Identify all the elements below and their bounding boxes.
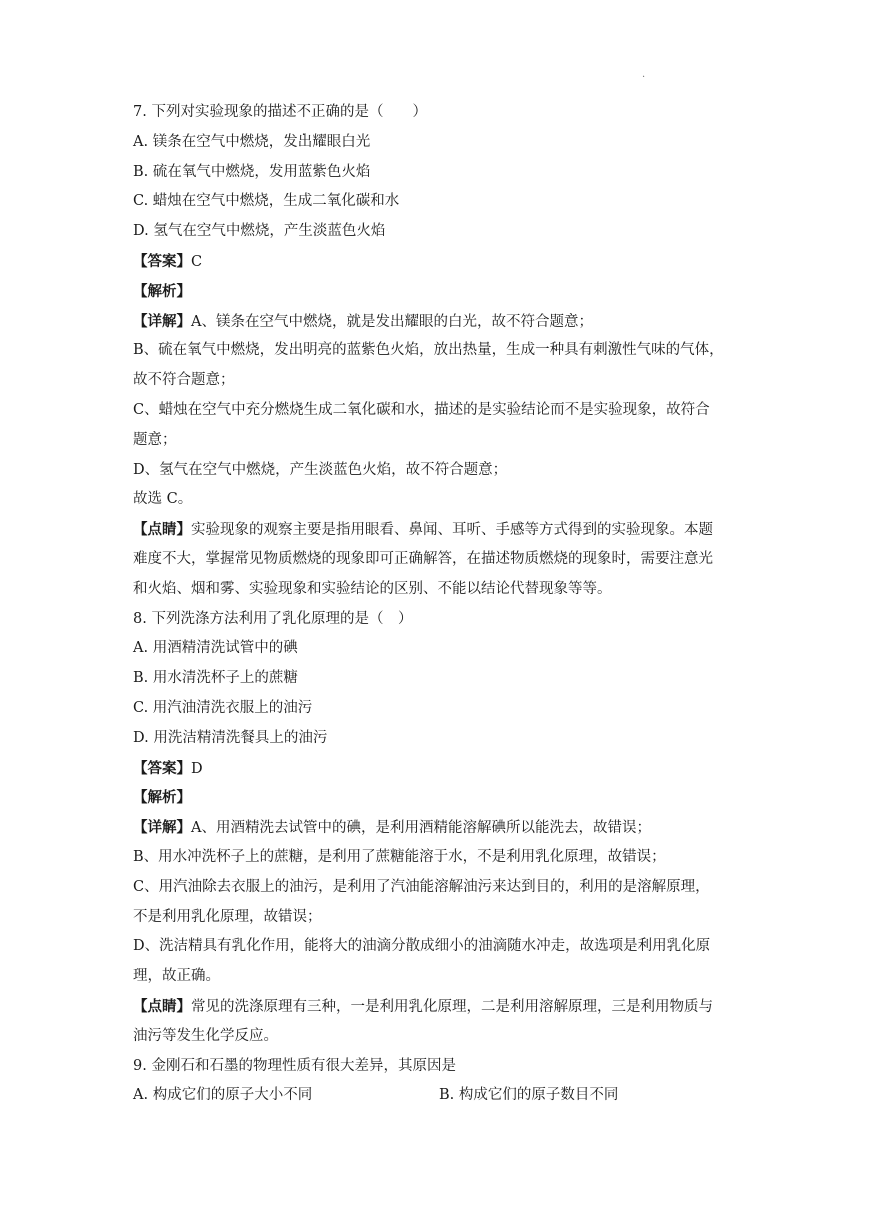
q7-option-c: C. 蜡烛在空气中燃烧，生成二氧化碳和水 xyxy=(133,193,400,210)
q7-detail-line: B、硫在氧气中燃烧，发出明亮的蓝紫色火焰，放出热量，生成一种具有刺激性气味的气体， xyxy=(133,342,724,359)
q9-stem: 9. 金刚石和石墨的物理性质有很大差异，其原因是 xyxy=(133,1057,456,1074)
q7-option-a: A. 镁条在空气中燃烧，发出耀眼白光 xyxy=(133,133,371,150)
q8-option-d: D. 用洗洁精清洗餐具上的油污 xyxy=(133,729,328,746)
q7-stem-text-end: 正确的是（ ） xyxy=(310,104,427,120)
q7-detail-line: 故不符合题意； xyxy=(133,372,235,389)
detail-text: A、用酒精洗去试管中的碘，是利用酒精能溶解碘所以能洗去，故错误； xyxy=(191,820,651,837)
q7-stem-text: 7. 下列对实验现象的描述 xyxy=(133,104,297,120)
q9-option-b: B. 构成它们的原子数目不同 xyxy=(439,1087,619,1104)
q8-detail-line: C、用汽油除去衣服上的油污，是利用了汽油能溶解油污来达到目的，利用的是溶解原理， xyxy=(133,878,710,895)
q7-option-b: B. 硫在氧气中燃烧，发用蓝紫色火焰 xyxy=(133,163,371,180)
q7-detail-line: 题意； xyxy=(133,431,177,448)
comment-label: 【点睛】 xyxy=(133,521,191,539)
answer-value: C xyxy=(191,253,203,270)
q8-detail-line xyxy=(133,813,745,843)
answer-label: 【答案】 xyxy=(133,759,191,777)
detail-label: 【详解】 xyxy=(133,819,191,837)
q8-detail-line: B、用水冲洗杯子上的蔗糖，是利用了蔗糖能溶于水，不是利用乳化原理，故错误； xyxy=(133,848,666,865)
q7-comment-line xyxy=(133,515,745,545)
comment-text: 实验现象的观察主要是指用眼看、鼻闻、耳听、手感等方式得到的实验现象。本题 xyxy=(191,522,713,539)
q7-stem xyxy=(133,98,745,128)
q8-detail-line: 理，故正确。 xyxy=(133,968,220,985)
detail-label: 【详解】 xyxy=(133,312,191,330)
q7-option-d: D. 氢气在空气中燃烧，产生淡蓝色火焰 xyxy=(133,223,386,240)
q7-comment-line: 和火焰、烟和雾、实验现象和实验结论的区别、不能以结论代替现象等等。 xyxy=(133,580,612,597)
q7-detail-line: C、蜡烛在空气中充分燃烧生成二氧化碳和水，描述的是实验结论而不是实验现象，故符合 xyxy=(133,401,710,418)
q8-detail-line: 不是利用乳化原理，故错误； xyxy=(133,908,322,925)
q7-answer xyxy=(133,247,745,277)
q8-option-a: A. 用酒精清洗试管中的碘 xyxy=(133,640,298,657)
q9-option-a: A. 构成它们的原子大小不同 xyxy=(133,1087,313,1104)
q7-comment-line: 难度不大，掌握常见物质燃烧的现象即可正确解答，在描述物质燃烧的现象时，需要注意光 xyxy=(133,550,713,567)
q9-options-row xyxy=(133,1081,745,1111)
q8-comment-line: 油污等发生化学反应。 xyxy=(133,1027,278,1044)
q8-analysis-label: 【解析】 xyxy=(133,789,191,807)
comment-label: 【点睛】 xyxy=(133,997,191,1015)
q8-answer xyxy=(133,754,745,784)
q7-detail-line xyxy=(133,307,745,337)
answer-label: 【答案】 xyxy=(133,252,191,270)
answer-value: D xyxy=(191,760,203,777)
q8-option-c: C. 用汽油清洗衣服上的油污 xyxy=(133,699,313,716)
corner-mark: · xyxy=(642,72,646,83)
q7-stem-emphasis: 不 xyxy=(296,104,311,120)
q8-detail-line: D、洗洁精具有乳化作用，能将大的油滴分散成细小的油滴随水冲走，故选项是利用乳化原 xyxy=(133,938,711,955)
q7-detail-line: D、氢气在空气中燃烧，产生淡蓝色火焰，故不符合题意； xyxy=(133,461,508,478)
q7-detail-line: 故选 C。 xyxy=(133,491,193,508)
question-page xyxy=(133,98,745,1111)
q7-analysis-label: 【解析】 xyxy=(133,282,191,300)
q8-stem: 8. 下列洗涤方法利用了乳化原理的是（ ） xyxy=(133,610,413,627)
q8-option-b: B. 用水清洗杯子上的蔗糖 xyxy=(133,670,298,687)
q8-comment-line xyxy=(133,992,745,1022)
comment-text: 常见的洗涤原理有三种，一是利用乳化原理，二是利用溶解原理，三是利用物质与 xyxy=(191,998,713,1015)
detail-text: A、镁条在空气中燃烧，就是发出耀眼的白光，故不符合题意； xyxy=(191,313,593,330)
